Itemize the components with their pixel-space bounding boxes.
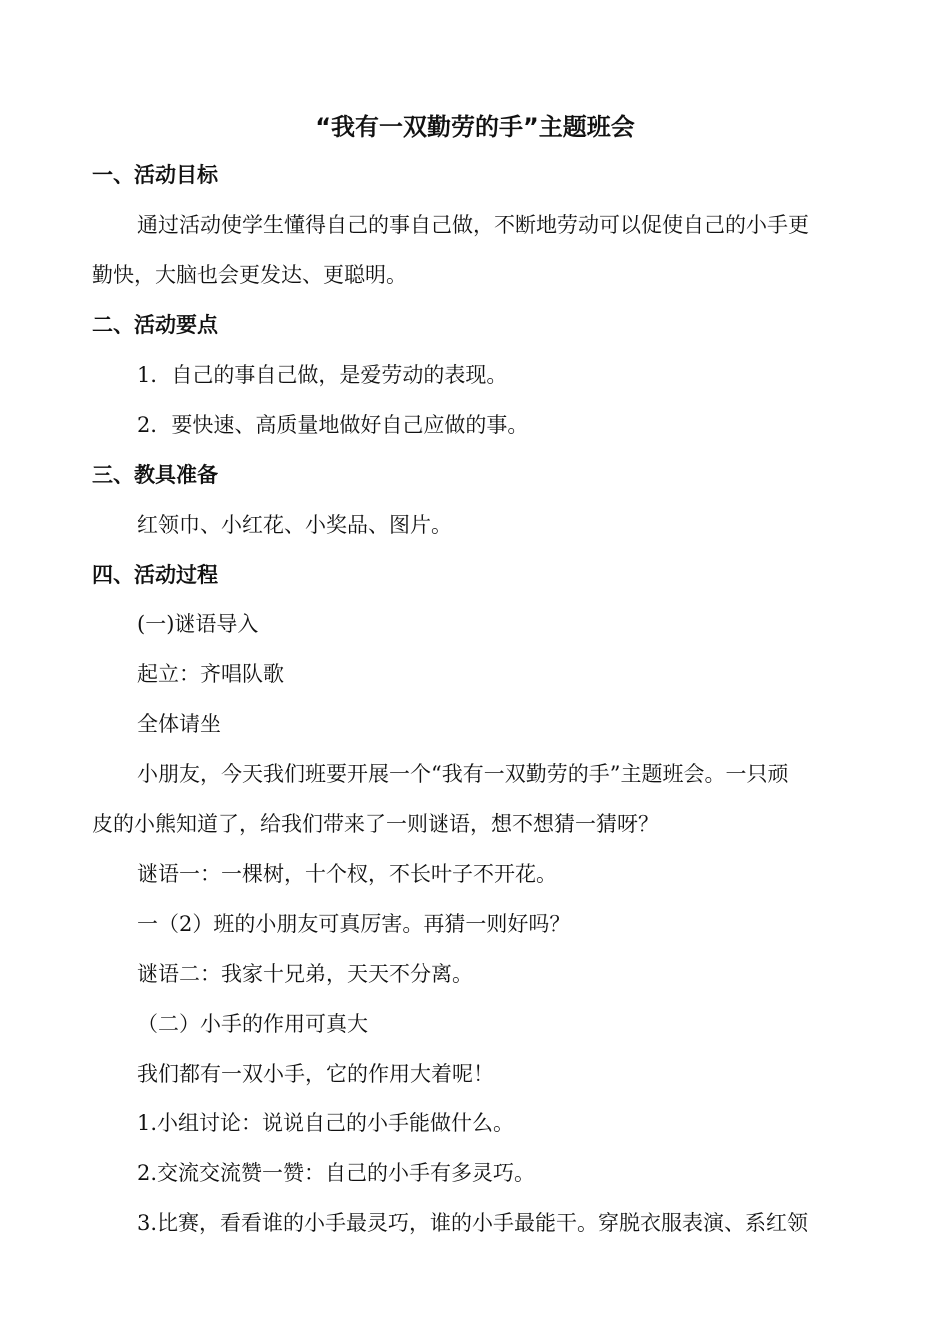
section-heading-goals: 一、活动目标 <box>92 163 218 187</box>
goals-paragraph-line1: 通过活动使学生懂得自己的事自己做，不断地劳动可以促使自己的小手更 <box>137 213 809 237</box>
section-heading-materials: 三、教具准备 <box>92 463 218 487</box>
step-3: 3.比赛，看看谁的小手最灵巧，谁的小手最能干。穿脱衣服表演、系红领 <box>137 1211 809 1235</box>
intro-paragraph-line1: 小朋友，今天我们班要开展一个“我有一双勤劳的手”主题班会。一只顽 <box>137 762 789 786</box>
riddle-1: 谜语一：一棵树，十个杈，不长叶子不开花。 <box>137 862 557 886</box>
subsection-riddle-intro: (一)谜语导入 <box>137 612 259 636</box>
document-title: “我有一双勤劳的手”主题班会 <box>315 113 635 141</box>
stand-instruction: 起立：齐唱队歌 <box>137 662 284 686</box>
key-point-1: 1．自己的事自己做，是爱劳动的表现。 <box>137 363 508 387</box>
step-2: 2.交流交流赞一赞：自己的小手有多灵巧。 <box>137 1161 536 1185</box>
riddle-2: 谜语二：我家十兄弟，天天不分离。 <box>137 962 473 986</box>
sit-instruction: 全体请坐 <box>137 712 221 736</box>
section-heading-key-points: 二、活动要点 <box>92 313 218 337</box>
materials-list: 红领巾、小红花、小奖品、图片。 <box>137 513 452 537</box>
section-heading-process: 四、活动过程 <box>92 563 218 587</box>
praise-line: 一（2）班的小朋友可真厉害。再猜一则好吗？ <box>137 912 571 936</box>
key-point-2: 2．要快速、高质量地做好自己应做的事。 <box>137 413 529 437</box>
intro-paragraph-line2: 皮的小熊知道了，给我们带来了一则谜语，想不想猜一猜呀？ <box>92 812 659 836</box>
subsection-hands-role: （二）小手的作用可真大 <box>137 1012 368 1036</box>
goals-paragraph-line2: 勤快，大脑也会更发达、更聪明。 <box>92 263 407 287</box>
step-1: 1.小组讨论：说说自己的小手能做什么。 <box>137 1111 515 1135</box>
hands-statement: 我们都有一双小手，它的作用大着呢！ <box>137 1062 494 1086</box>
